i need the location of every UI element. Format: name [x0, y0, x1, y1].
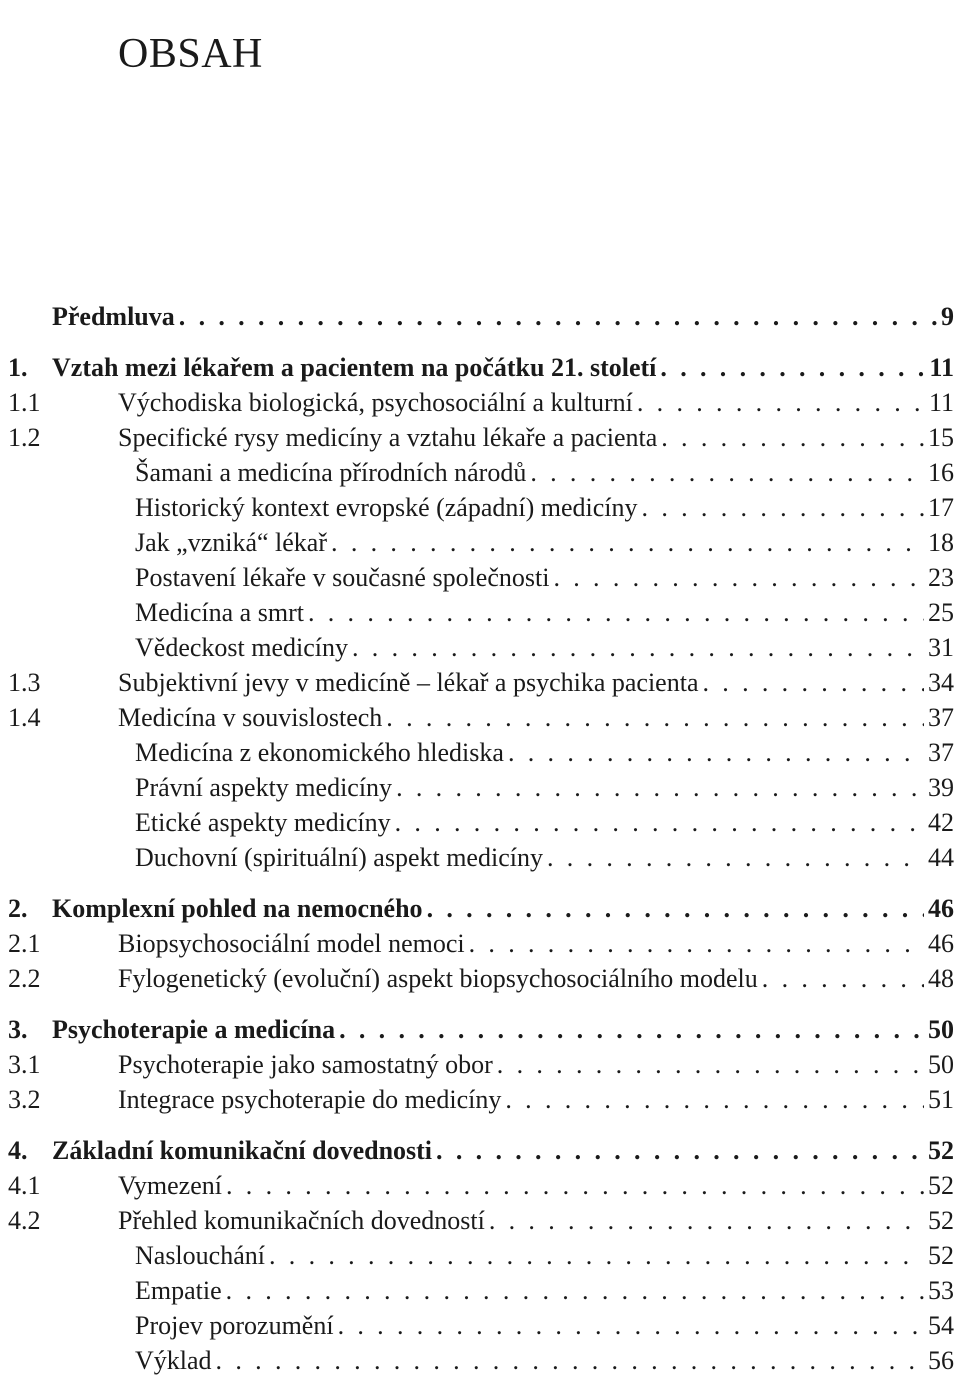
toc-entry-page-number: 52	[928, 1171, 954, 1200]
toc-entry	[0, 492, 954, 524]
toc-entry	[0, 1345, 954, 1377]
toc-entry-title: Vědeckost medicíny	[135, 633, 348, 662]
dot-leader	[467, 928, 924, 960]
toc-entry	[0, 457, 954, 489]
toc-entry	[0, 1240, 954, 1272]
dot-leader	[640, 492, 924, 524]
toc-entry-page-number: 23	[928, 563, 954, 592]
toc-entry-number: 1.2	[8, 423, 41, 452]
toc-entry-title: Šamani a medicína přírodních národů	[135, 458, 527, 487]
toc-entry-title: Duchovní (spirituální) aspekt medicíny	[135, 843, 543, 872]
toc-entry-title: Přehled komunikačních dovedností	[118, 1206, 485, 1235]
toc-entry-page-number: 56	[928, 1346, 954, 1375]
toc-entry-title: Základní komunikační dovednosti	[52, 1136, 433, 1165]
toc-entry-title: Medicína a smrt	[135, 598, 304, 627]
toc-entry-page-number: 42	[928, 808, 954, 837]
toc-entry	[0, 301, 954, 333]
toc-entry	[0, 1310, 954, 1342]
toc-entry-page-number: 52	[928, 1241, 954, 1270]
toc-entry	[0, 772, 954, 804]
toc-entry-number: 3.1	[8, 1050, 41, 1079]
toc-entry	[0, 737, 954, 769]
toc-entry-title: Projev porozumění	[135, 1311, 334, 1340]
toc-entry-number: 3.2	[8, 1085, 41, 1114]
toc-entry	[0, 963, 954, 995]
dot-leader	[700, 667, 924, 699]
toc-entry-page-number: 37	[928, 703, 954, 732]
toc-entry-title: Medicína z ekonomického hlediska	[135, 738, 504, 767]
toc-entry-page-number: 16	[928, 458, 954, 487]
dot-leader	[545, 842, 924, 874]
toc-entry-title: Vztah mezi lékařem a pacientem na počátku 21. století	[52, 353, 657, 382]
toc-entry-page-number: 46	[928, 894, 954, 923]
toc-entry-title: Biopsychosociální model nemoci	[118, 929, 465, 958]
toc-entry-page-number: 39	[928, 773, 954, 802]
dot-leader	[658, 352, 925, 384]
toc-entry-title: Vymezení	[118, 1171, 222, 1200]
dot-leader	[503, 1084, 924, 1116]
dot-leader	[495, 1049, 924, 1081]
toc-entry-number: 1.1	[8, 388, 41, 417]
toc-entry	[0, 1084, 954, 1116]
toc-entry	[0, 1135, 954, 1167]
toc-entry-page-number: 11	[929, 353, 954, 382]
dot-leader	[551, 562, 924, 594]
toc-entry-title: Empatie	[135, 1276, 222, 1305]
dot-leader	[329, 527, 924, 559]
toc-entry-title: Psychoterapie jako samostatný obor	[118, 1050, 493, 1079]
toc-entry-title: Etické aspekty medicíny	[135, 808, 391, 837]
toc-entry-title: Komplexní pohled na nemocného	[52, 894, 423, 923]
toc-entry-title: Naslouchání	[135, 1241, 265, 1270]
toc-entry-page-number: 54	[928, 1311, 954, 1340]
toc-entry-page-number: 50	[928, 1050, 954, 1079]
toc-entry	[0, 667, 954, 699]
toc-entry	[0, 1014, 954, 1046]
toc-entry	[0, 597, 954, 629]
toc-entry-page-number: 37	[928, 738, 954, 767]
toc-entry-number: 1.4	[8, 703, 41, 732]
toc-entry-title: Subjektivní jevy v medicíně – lékař a psychika pacienta	[118, 668, 699, 697]
dot-leader	[224, 1170, 924, 1202]
toc-entry-title: Psychoterapie a medicína	[52, 1015, 336, 1044]
dot-leader	[306, 597, 924, 629]
toc-entry	[0, 422, 954, 454]
toc-entry-page-number: 52	[928, 1206, 954, 1235]
toc-entry-title: Východiska biologická, psychosociální a kulturní	[118, 388, 633, 417]
toc-entry	[0, 632, 954, 664]
dot-leader	[394, 772, 924, 804]
toc-entry-title: Fylogenetický (evoluční) aspekt biopsychosociálního modelu	[118, 964, 758, 993]
dot-leader	[659, 422, 924, 454]
toc-entry-title: Postavení lékaře v současné společnosti	[135, 563, 550, 592]
toc-entry-page-number: 15	[928, 423, 954, 452]
toc-entry-page-number: 31	[928, 633, 954, 662]
toc-entry-number: 2.	[8, 894, 28, 923]
toc-entry	[0, 807, 954, 839]
toc-entry-title: Předmluva	[52, 302, 175, 331]
dot-leader	[336, 1310, 924, 1342]
dot-leader	[177, 301, 937, 333]
toc-entry-page-number: 44	[928, 843, 954, 872]
toc-entry	[0, 928, 954, 960]
toc-entry	[0, 1049, 954, 1081]
toc-entry	[0, 562, 954, 594]
toc-entry-page-number: 11	[928, 388, 954, 417]
toc-entry-page-number: 51	[928, 1085, 954, 1114]
dot-leader	[425, 893, 924, 925]
toc-entry-number: 4.2	[8, 1206, 41, 1235]
toc-entry-title: Medicína v souvislostech	[118, 703, 383, 732]
toc-entry-title: Historický kontext evropské (západní) medicíny	[135, 493, 638, 522]
toc-entry-title: Jak „vzniká“ lékař	[135, 528, 328, 557]
toc-entry-number: 1.	[8, 353, 28, 382]
toc-entry-number: 2.1	[8, 929, 41, 958]
dot-leader	[224, 1275, 924, 1307]
toc-entry-number: 4.1	[8, 1171, 41, 1200]
dot-leader	[350, 632, 924, 664]
toc-entry	[0, 702, 954, 734]
toc-entry-page-number: 48	[928, 964, 954, 993]
toc-entry-page-number: 34	[928, 668, 954, 697]
toc-entry	[0, 893, 954, 925]
toc-entry-page-number: 53	[928, 1276, 954, 1305]
toc-entry-page-number: 50	[928, 1015, 954, 1044]
dot-leader	[267, 1240, 924, 1272]
toc-entry-page-number: 9	[941, 302, 954, 331]
toc-entry	[0, 1170, 954, 1202]
toc-entry-page-number: 18	[928, 528, 954, 557]
toc-entry	[0, 842, 954, 874]
toc-entry	[0, 387, 954, 419]
dot-leader	[434, 1135, 924, 1167]
toc-entry-number: 4.	[8, 1136, 28, 1165]
toc-entry-title: Specifické rysy medicíny a vztahu lékaře a pacienta	[118, 423, 658, 452]
dot-leader	[506, 737, 924, 769]
toc-entry-page-number: 25	[928, 598, 954, 627]
toc-entry	[0, 352, 954, 384]
toc-entry-number: 2.2	[8, 964, 41, 993]
dot-leader	[337, 1014, 924, 1046]
page-title: OBSAH	[118, 31, 263, 77]
dot-leader	[214, 1345, 924, 1377]
toc-entry-number: 1.3	[8, 668, 41, 697]
toc-entry-title: Výklad	[135, 1346, 212, 1375]
toc-entry-page-number: 17	[928, 493, 954, 522]
toc-entry-number: 3.	[8, 1015, 28, 1044]
toc-entry	[0, 1275, 954, 1307]
dot-leader	[760, 963, 924, 995]
toc-entry	[0, 1205, 954, 1237]
dot-leader	[384, 702, 924, 734]
toc-entry-title: Integrace psychoterapie do medicíny	[118, 1085, 502, 1114]
toc-entry	[0, 527, 954, 559]
dot-leader	[528, 457, 924, 489]
toc-entry-page-number: 52	[928, 1136, 954, 1165]
toc-entry-page-number: 46	[928, 929, 954, 958]
toc-entry-title: Právní aspekty medicíny	[135, 773, 393, 802]
dot-leader	[393, 807, 924, 839]
dot-leader	[487, 1205, 924, 1237]
dot-leader	[635, 387, 925, 419]
